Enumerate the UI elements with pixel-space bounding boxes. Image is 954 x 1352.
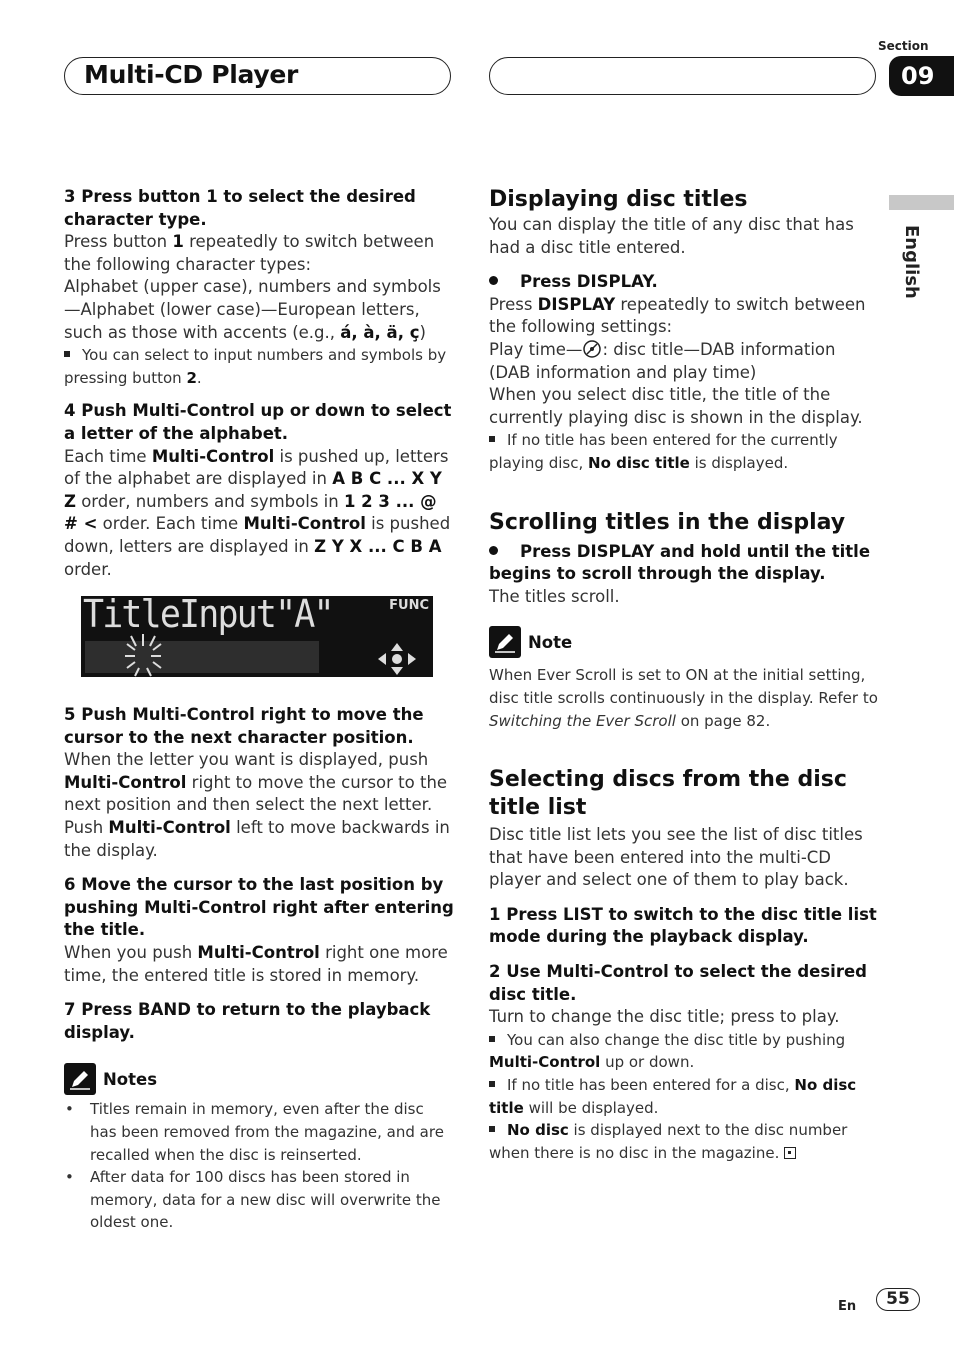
note-header (489, 626, 881, 658)
displaying-bullet: Press DISPLAY. (489, 271, 881, 294)
cursor-blink-icon (121, 632, 173, 677)
square-bullet-icon (489, 436, 495, 442)
displaying-note: If no title has been entered for the currently playing disc, No disc title is displayed. (489, 431, 838, 472)
scrolling-bullet: Press DISPLAY and hold until the title begins to scroll through the display. (489, 541, 871, 584)
square-bullet-icon (489, 1126, 495, 1132)
bullet-dot-icon (489, 276, 498, 285)
notes-list (64, 1098, 454, 1234)
step5-heading: 5 Push Multi-Control right to move the cursor to the next character position. (64, 705, 424, 747)
notes-title: Notes (103, 1069, 158, 1089)
selecting-step1: 1 Press LIST to switch to the disc title list mode during the playback display. (489, 904, 877, 947)
step4-heading: 4 Push Multi-Control up or down to select a letter of the alphabet. (64, 401, 452, 443)
lcd-text: TitleInput"A" (83, 596, 333, 637)
lcd-display-image (81, 596, 433, 677)
disc-title-icon (582, 340, 602, 358)
square-bullet-icon (489, 1036, 495, 1042)
left-column (64, 186, 454, 1234)
displaying-body-1: Press DISPLAY repeatedly to switch between the following settings: (489, 294, 866, 337)
displaying-body-3: When you select disc title, the title of the currently playing disc is shown in the display. (489, 385, 863, 427)
multi-control-arrows-icon (376, 642, 418, 676)
scrolling-body: The titles scroll. (489, 586, 620, 606)
selecting-note-1: You can also change the disc title by pushing Multi-Control up or down. (489, 1030, 846, 1072)
step3-body-1: Press button 1 repeatedly to switch between the following character types: (64, 232, 435, 274)
header-right-frame (489, 57, 876, 95)
list-item: • After data for 100 discs has been stored in memory, data for a new disc will overwrite the oldest one. (64, 1166, 454, 1234)
step3-heading: 3 Press button 1 to select the desired character type. (64, 187, 416, 229)
step3-note: You can select to input numbers and symbols by pressing button 2. (64, 346, 447, 387)
notes-header (64, 1063, 454, 1095)
scrolling-title: Scrolling titles in the display (489, 509, 846, 535)
footer-language: En (838, 1299, 857, 1314)
selecting-intro: Disc title list lets you see the list of disc titles that have been entered into the multi-CD player and select one of them to play back. (489, 825, 863, 890)
displaying-body-2: Play time— : disc title—DAB information (DAB information and play time) (489, 339, 836, 382)
step6-body: When you push Multi-Control right one more time, the entered title is stored in memory. (64, 943, 448, 985)
note-pencil-icon (64, 1063, 96, 1095)
displaying-title: Displaying disc titles (489, 187, 748, 212)
step4-body: Each time Multi-Control is pushed up, letters of the alphabet are displayed in A B C ... X Y Z order, numbers and symbols in 1 2 3 ... @ # < order. Each time Multi-Control is pushed down, letters are displayed in Z Y X ... C B A order. (64, 446, 451, 579)
right-column (489, 186, 881, 1164)
selecting-body: Turn to change the disc title; press to play. (489, 1007, 840, 1027)
selecting-title: Selecting discs from the disc title list (489, 767, 847, 821)
square-bullet-icon (64, 351, 70, 357)
section-label: Section (878, 39, 929, 53)
displaying-intro: You can display the title of any disc that has had a disc title entered. (489, 215, 854, 257)
section-number: 09 (889, 56, 954, 96)
step5-body: When the letter you want is displayed, push Multi-Control right to move the cursor to the next position and then select the next letter. Push Multi-Control left to move backwards in the display. (64, 750, 450, 860)
step7-heading: 7 Press BAND to return to the playback display. (64, 1000, 431, 1042)
step6-heading: 6 Move the cursor to the last position by pushing Multi-Control right after entering the title. (64, 875, 454, 940)
page-number: 55 (876, 1288, 920, 1311)
list-item: • Titles remain in memory, even after the disc has been removed from the magazine, and are recalled when the disc is reinserted. (64, 1098, 454, 1166)
selecting-note-2: If no title has been entered for a disc, No disc title will be displayed. (489, 1076, 857, 1117)
language-tab-marker (889, 195, 954, 210)
scrolling-note: When Ever Scroll is set to ON at the initial setting, disc title scrolls continuously in the display. Refer to Switching the Ever Scroll on page 82. (489, 666, 878, 730)
note-title: Note (528, 632, 573, 652)
selecting-note-3: No disc is displayed next to the disc number when there is no disc in the magazine. (489, 1121, 848, 1162)
selecting-step2: 2 Use Multi-Control to select the desired disc title. (489, 962, 867, 1004)
square-bullet-icon (489, 1081, 495, 1087)
bullet-dot-icon (489, 546, 498, 555)
end-mark-icon (784, 1147, 796, 1159)
lcd-func-label: FUNC (389, 598, 429, 614)
page-title: Multi-CD Player (84, 60, 299, 89)
note-pencil-icon (489, 626, 521, 658)
step3-body-2: Alphabet (upper case), numbers and symbols —Alphabet (lower case)—European letters, such as those with accents (e.g., á, à, ä, ç) (64, 277, 441, 342)
language-label: English (901, 225, 922, 299)
